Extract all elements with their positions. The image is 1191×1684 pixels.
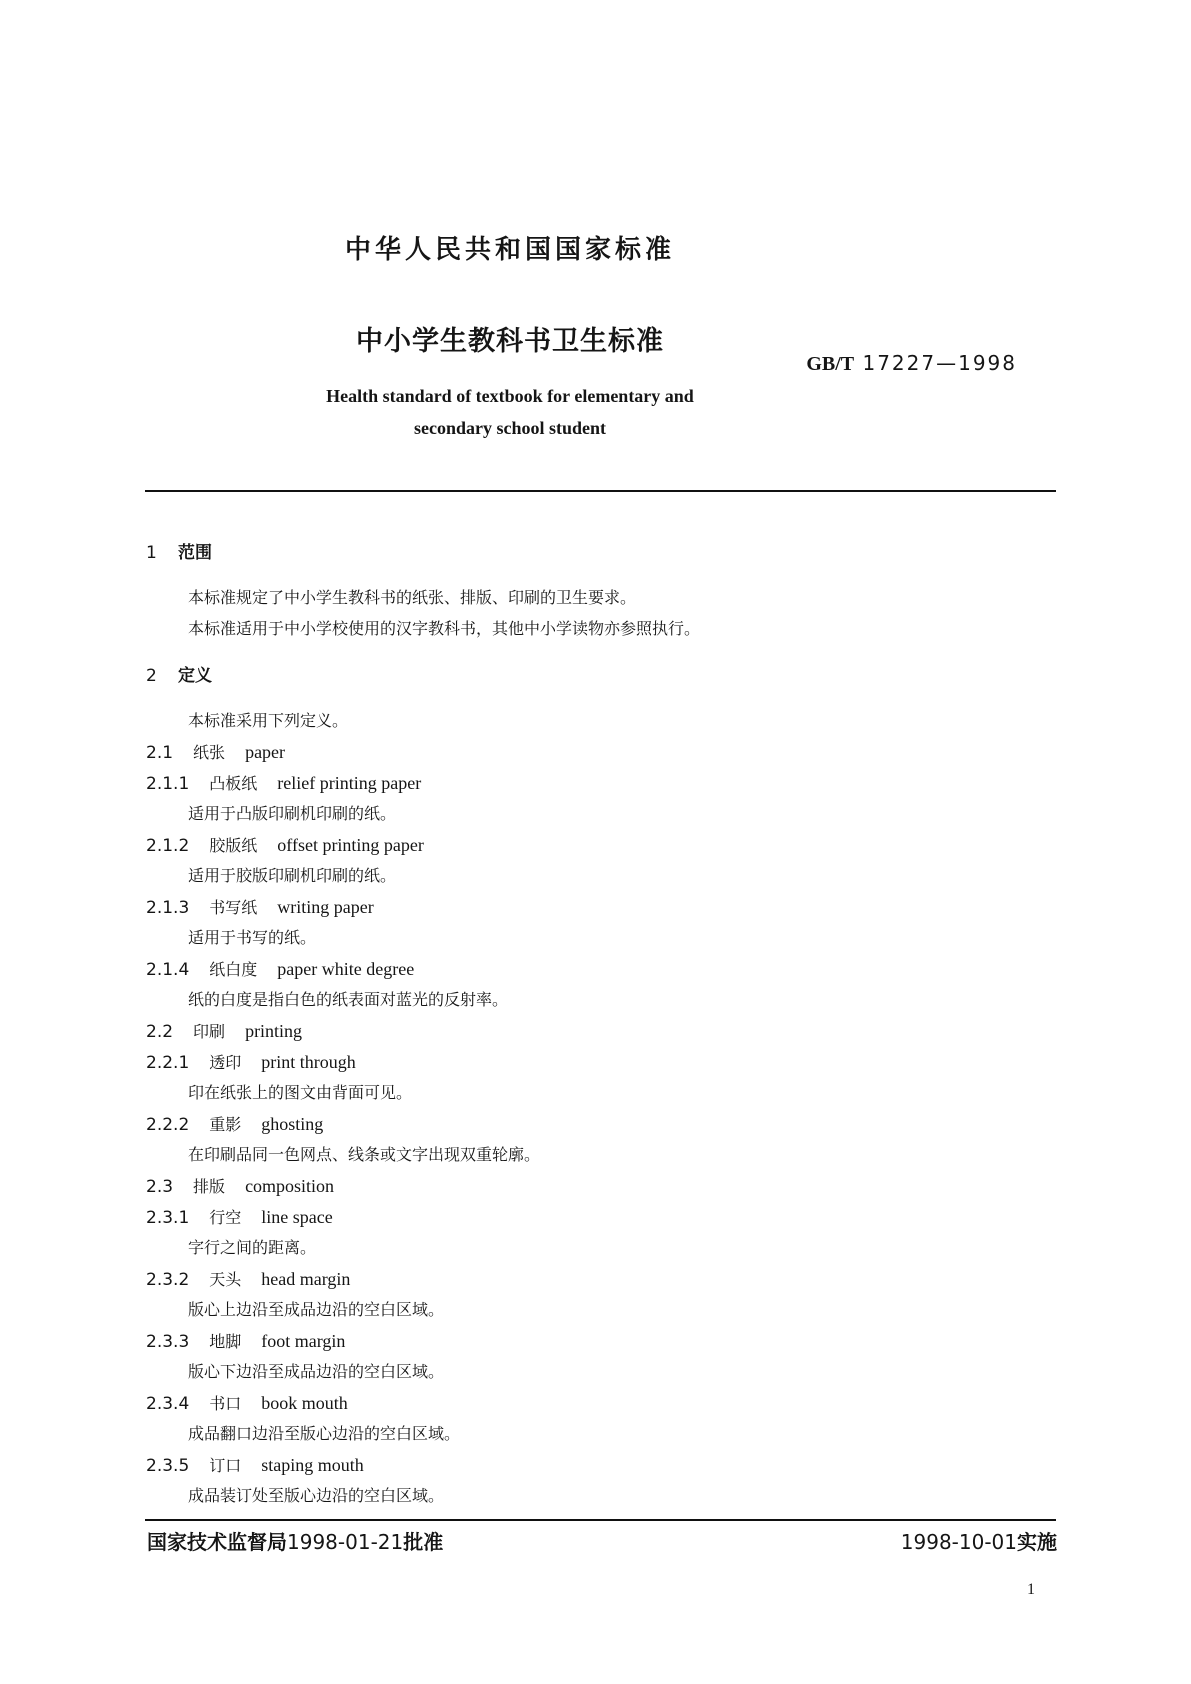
- term-number: 2.3.5: [146, 1456, 190, 1476]
- definition-term: [146, 957, 414, 982]
- section-2-heading: [146, 664, 212, 688]
- term-number: 2.1.2: [146, 836, 190, 856]
- definition-text: 在印刷品同一色网点、线条或文字出现双重轮廓。: [188, 1145, 541, 1164]
- definition-text: 版心上边沿至成品边沿的空白区域。: [188, 1300, 445, 1319]
- section-1-heading: [146, 541, 212, 565]
- document-title-en-line2: secondary school student: [413, 418, 606, 438]
- definition-term: [146, 740, 285, 765]
- approver: 国家技术监督局: [147, 1530, 287, 1554]
- definition-term: [146, 895, 374, 920]
- approval-date: 1998-01-21: [287, 1530, 404, 1554]
- term-zh: 印刷: [193, 1022, 226, 1041]
- term-zh: 天头: [209, 1270, 242, 1289]
- definition-term: [146, 1391, 348, 1416]
- term-zh: 地脚: [209, 1332, 242, 1351]
- term-number: 2.1: [146, 743, 174, 763]
- term-zh: 透印: [209, 1053, 242, 1072]
- term-number: 2.3.2: [146, 1270, 190, 1290]
- term-zh: 排版: [193, 1177, 226, 1196]
- term-number: 2.3.3: [146, 1332, 190, 1352]
- section-number: 1: [146, 543, 157, 563]
- standard-code: [806, 350, 1017, 377]
- definition-term: [146, 833, 424, 858]
- definition-text: 适用于凸版印刷机印刷的纸。: [188, 804, 397, 823]
- term-en: head margin: [261, 1269, 351, 1289]
- term-en: relief printing paper: [277, 773, 422, 793]
- section-label: 范围: [178, 543, 212, 563]
- term-number: 2.1.4: [146, 960, 190, 980]
- section-label: 定义: [178, 666, 212, 686]
- effective-date: 1998-10-01: [900, 1530, 1017, 1554]
- definition-term: [146, 1112, 323, 1137]
- term-zh: 胶版纸: [209, 836, 258, 855]
- term-number: 2.3: [146, 1177, 174, 1197]
- term-zh: 凸板纸: [209, 774, 258, 793]
- section-number: 2: [146, 666, 157, 686]
- paragraph: 本标准适用于中小学校使用的汉字教科书，其他中小学读物亦参照执行。: [188, 619, 701, 638]
- definition-text: 适用于胶版印刷机印刷的纸。: [188, 866, 397, 885]
- term-en: line space: [261, 1207, 333, 1227]
- definition-term: [146, 1050, 356, 1075]
- term-zh: 纸张: [193, 743, 226, 762]
- term-en: ghosting: [261, 1114, 324, 1134]
- term-number: 2.1.3: [146, 898, 190, 918]
- standard-code-number: 17227—1998: [862, 351, 1017, 375]
- term-number: 2.2.2: [146, 1115, 190, 1135]
- term-number: 2.3.4: [146, 1394, 190, 1414]
- term-en: composition: [245, 1176, 335, 1196]
- term-zh: 订口: [209, 1456, 242, 1475]
- term-zh: 书写纸: [209, 898, 258, 917]
- definition-term: [146, 1329, 345, 1354]
- paragraph: 本标准规定了中小学生教科书的纸张、排版、印刷的卫生要求。: [188, 588, 637, 607]
- definition-text: 印在纸张上的图文由背面可见。: [188, 1083, 413, 1102]
- effective-word: 实施: [1017, 1530, 1057, 1554]
- term-en: printing: [245, 1021, 303, 1041]
- definition-term: [146, 1205, 333, 1230]
- document-title-zh: 中小学生教科书卫生标准: [356, 326, 664, 357]
- page-number: 1: [1027, 1581, 1035, 1598]
- paragraph: 本标准采用下列定义。: [188, 711, 349, 730]
- term-number: 2.2: [146, 1022, 174, 1042]
- standard-code-prefix: GB/T: [806, 353, 855, 375]
- header-divider: [145, 490, 1056, 492]
- term-en: offset printing paper: [277, 835, 424, 855]
- definition-term: [146, 771, 421, 796]
- term-en: staping mouth: [261, 1455, 364, 1475]
- approval-word: 批准: [403, 1530, 444, 1554]
- term-en: paper: [245, 742, 286, 762]
- definition-text: 纸的白度是指白色的纸表面对蓝光的反射率。: [188, 990, 509, 1009]
- effective-line: [901, 1527, 1057, 1557]
- term-en: book mouth: [261, 1393, 348, 1413]
- definition-term: [146, 1174, 334, 1199]
- definition-text: 字行之间的距离。: [188, 1238, 317, 1257]
- definition-text: 适用于书写的纸。: [188, 928, 317, 947]
- definition-term: [146, 1453, 364, 1478]
- term-zh: 书口: [209, 1394, 242, 1413]
- term-zh: 重影: [209, 1115, 242, 1134]
- definition-text: 成品装订处至版心边沿的空白区域。: [188, 1486, 445, 1505]
- term-en: paper white degree: [277, 959, 415, 979]
- term-number: 2.1.1: [146, 774, 190, 794]
- term-en: foot margin: [261, 1331, 346, 1351]
- term-zh: 行空: [209, 1208, 242, 1227]
- term-en: print through: [261, 1052, 356, 1072]
- approval-line: [147, 1527, 443, 1557]
- definition-term: [146, 1267, 350, 1292]
- footer-divider: [145, 1519, 1056, 1521]
- term-en: writing paper: [277, 897, 374, 917]
- document-title-en-line1: Health standard of textbook for elementary and: [326, 386, 694, 406]
- term-zh: 纸白度: [209, 960, 258, 979]
- term-number: 2.2.1: [146, 1053, 190, 1073]
- definition-text: 成品翻口边沿至版心边沿的空白区域。: [188, 1424, 461, 1443]
- definition-term: [146, 1019, 302, 1044]
- definition-text: 版心下边沿至成品边沿的空白区域。: [188, 1362, 445, 1381]
- term-number: 2.3.1: [146, 1208, 190, 1228]
- national-standard-heading: 中华人民共和国国家标准: [344, 235, 675, 265]
